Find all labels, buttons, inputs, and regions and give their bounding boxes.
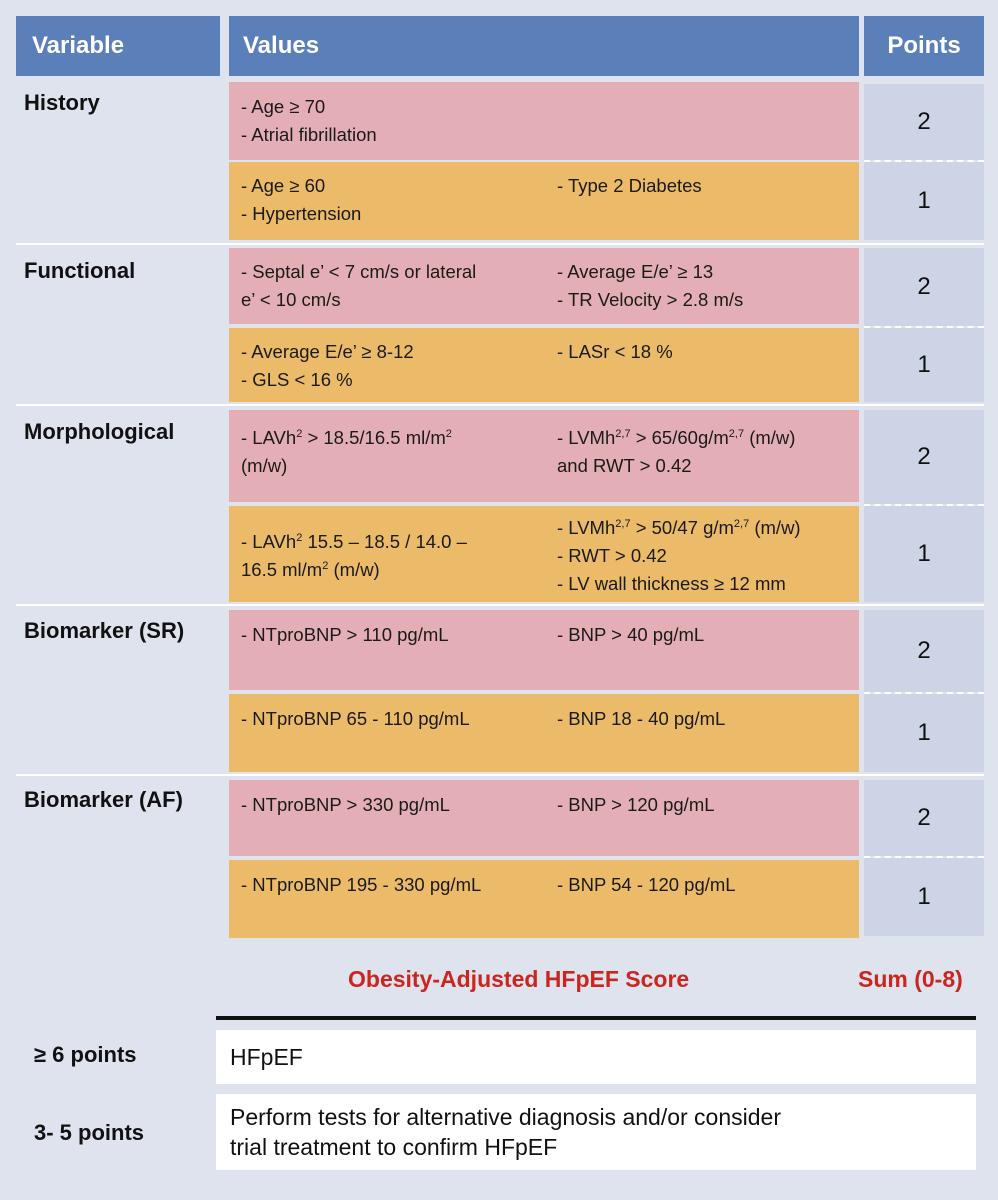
biomarker-af-2pt-points: 2 (864, 780, 984, 856)
biomarker-sr-2pt-values (229, 610, 859, 690)
interp-text-mid-1: Perform tests for alternative diagnosis and/or consider (230, 1104, 781, 1130)
variable-morphological: Morphological (24, 419, 175, 444)
bsr-2pt-b-1: - BNP > 40 pg/mL (557, 624, 705, 645)
morph-2pt-b-2: and RWT > 0.42 (557, 455, 692, 476)
variable-biomarker-sr: Biomarker (SR) (24, 618, 185, 643)
morph-1pt-a-2: 16.5 $ml/m^2$ (m/w) (241, 559, 380, 580)
functional-2pt-b-2: - TR Velocity > 2.8 m/s (557, 289, 744, 310)
history-2pt-line-2: - Atrial fibrillation (241, 124, 377, 145)
morph-1pt-b-3: - LV wall thickness ≥ 12 mm (557, 573, 786, 594)
bsr-1pt-a-1: - NTproBNP 65 - 110 pg/mL (241, 708, 470, 729)
interp-label-mid: 3- 5 points (34, 1120, 145, 1145)
biomarker-af-2pt-values (229, 780, 859, 856)
functional-2pt-values (229, 248, 859, 324)
history-1pt-a-2: - Hypertension (241, 203, 362, 224)
score-title: Obesity-Adjusted HFpEF Score (348, 966, 690, 992)
baf-2pt-b-1: - BNP > 120 pg/mL (557, 794, 715, 815)
morphological-1pt-points: 1 (864, 506, 984, 602)
bsr-2pt-a-1: - NTproBNP > 110 pg/mL (241, 624, 449, 645)
biomarker-af-1pt-points: 1 (864, 858, 984, 936)
header-values-label: Values (243, 32, 320, 59)
interp-box-mid (216, 1094, 976, 1170)
history-2pt-values (229, 82, 859, 160)
interp-box-high (216, 1030, 976, 1084)
header-points-label: Points (887, 32, 961, 59)
morph-2pt-a-1: - LAVh$^2$ > 18.5/16.5 $ml/m^2$ (241, 427, 452, 448)
functional-1pt-a-1: - Average E/e’ ≥ 8-12 (241, 341, 414, 362)
score-sum: Sum (0-8) (858, 966, 963, 992)
functional-1pt-points: 1 (864, 328, 984, 402)
functional-2pt-a-1: - Septal e’ < 7 cm/s or lateral (241, 261, 477, 282)
functional-2pt-points: 2 (864, 248, 984, 326)
variable-history: History (24, 90, 100, 115)
morph-1pt-b-1: - LVMh$^{2,7}$ > 50/47 $g/m^{2,7}$ (m/w) (557, 517, 801, 538)
baf-1pt-b-1: - BNP 54 - 120 pg/mL (557, 874, 736, 895)
interp-text-mid-2: trial treatment to confirm HFpEF (230, 1134, 558, 1160)
header-values (229, 16, 859, 76)
history-1pt-a-1: - Age ≥ 60 (241, 175, 326, 196)
history-1pt-values (229, 162, 859, 240)
morph-1pt-a-1: - LAVh$^2$ 15.5 – 18.5 / 14.0 – (241, 531, 467, 552)
interpretation-rule (216, 1016, 976, 1020)
interp-text-high: HFpEF (230, 1044, 303, 1070)
history-1pt-points: 1 (864, 162, 984, 240)
functional-2pt-a-2: e’ < 10 cm/s (241, 289, 341, 310)
history-2pt-points: 2 (864, 84, 984, 160)
header-variable (16, 16, 220, 76)
functional-1pt-b-1: - LASr < 18 % (557, 341, 673, 362)
baf-2pt-a-1: - NTproBNP > 330 pg/mL (241, 794, 450, 815)
biomarker-sr-1pt-points: 1 (864, 694, 984, 772)
biomarker-sr-1pt-values (229, 694, 859, 772)
functional-2pt-b-1: - Average E/e’ ≥ 13 (557, 261, 714, 282)
history-2pt-line-1: - Age ≥ 70 (241, 96, 326, 117)
header-variable-label: Variable (32, 32, 125, 59)
bsr-1pt-b-1: - BNP 18 - 40 pg/mL (557, 708, 726, 729)
morphological-2pt-points: 2 (864, 410, 984, 504)
history-section-divider (16, 243, 984, 245)
history-1pt-b-1: - Type 2 Diabetes (557, 175, 702, 196)
morph-2pt-a-2: (m/w) (241, 455, 288, 476)
morphological-section-divider (16, 604, 984, 606)
morph-2pt-b-1: - LVMh$^{2,7}$ > $65/60g/m^{2,7}$ (m/w) (557, 427, 796, 448)
header-points (864, 16, 984, 76)
biomarker-af-1pt-values (229, 860, 859, 938)
variable-functional: Functional (24, 258, 136, 283)
functional-1pt-values (229, 328, 859, 402)
morphological-2pt-values (229, 410, 859, 502)
biomarker-sr-section-divider (16, 774, 984, 776)
morphological-1pt-values (229, 506, 859, 602)
interp-label-high: ≥ 6 points (34, 1042, 137, 1067)
morph-1pt-b-2: - RWT > 0.42 (557, 545, 667, 566)
biomarker-sr-2pt-points: 2 (864, 610, 984, 692)
baf-1pt-a-1: - NTproBNP 195 - 330 pg/mL (241, 874, 482, 895)
functional-1pt-a-2: - GLS < 16 % (241, 369, 353, 390)
functional-section-divider (16, 404, 984, 406)
variable-biomarker-af: Biomarker (AF) (24, 787, 183, 812)
